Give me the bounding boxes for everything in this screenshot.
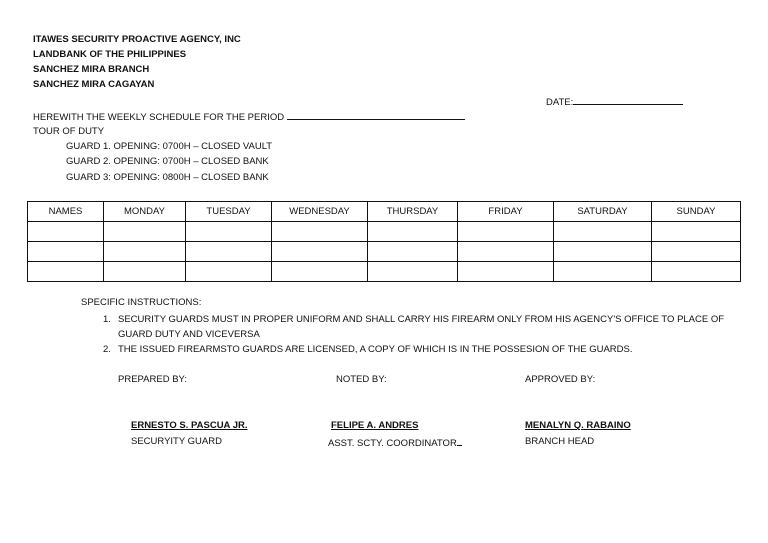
noted-by-name: FELIPE A. ANDRES: [331, 420, 419, 431]
guard-2-schedule: GUARD 2. OPENING: 0700H – CLOSED BANK: [66, 156, 269, 167]
table-cell: [28, 222, 104, 242]
col-header-tuesday: TUESDAY: [186, 202, 272, 222]
prepared-by-label: PREPARED BY:: [118, 374, 187, 385]
period-field: [33, 110, 465, 123]
table-cell: [554, 242, 652, 262]
col-header-saturday: SATURDAY: [554, 202, 652, 222]
noted-by-underline: [457, 436, 462, 446]
approved-by-title: BRANCH HEAD: [525, 436, 595, 447]
table-cell: [458, 222, 554, 242]
agency-name: ITAWES SECURITY PROACTIVE AGENCY, INC: [33, 34, 241, 45]
table-row: [28, 222, 741, 242]
table-cell: [368, 222, 458, 242]
period-blank-line: [287, 110, 465, 120]
col-header-sunday: SUNDAY: [652, 202, 741, 222]
table-cell: [272, 222, 368, 242]
table-cell: [554, 262, 652, 282]
table-cell: [186, 262, 272, 282]
branch-address: SANCHEZ MIRA CAGAYAN: [33, 79, 155, 90]
table-cell: [652, 222, 741, 242]
date-label: DATE:: [546, 97, 574, 108]
table-cell: [652, 242, 741, 262]
period-label: HEREWITH THE WEEKLY SCHEDULE FOR THE PERIOD: [33, 112, 285, 123]
table-cell: [28, 262, 104, 282]
table-cell: [458, 262, 554, 282]
table-cell: [652, 262, 741, 282]
bank-name: LANDBANK OF THE PHILIPPINES: [33, 49, 187, 60]
table-cell: [104, 262, 186, 282]
prepared-by-name: ERNESTO S. PASCUA JR.: [131, 420, 248, 431]
table-cell: [368, 262, 458, 282]
table-cell: [272, 242, 368, 262]
col-header-wednesday: WEDNESDAY: [272, 202, 368, 222]
noted-by-title: ASST. SCTY. COORDINATOR: [328, 438, 457, 449]
weekly-schedule-table: [27, 201, 741, 282]
table-row: [28, 242, 741, 262]
table-cell: [554, 222, 652, 242]
noted-by-label: NOTED BY:: [336, 374, 387, 385]
instruction-2-number: 2.: [103, 344, 111, 355]
col-header-friday: FRIDAY: [458, 202, 554, 222]
date-field: [546, 95, 683, 108]
table-cell: [186, 222, 272, 242]
col-header-thursday: THURSDAY: [368, 202, 458, 222]
guard-3-schedule: GUARD 3: OPENING: 0800H – CLOSED BANK: [66, 172, 269, 183]
guard-1-schedule: GUARD 1. OPENING: 0700H – CLOSED VAULT: [66, 141, 273, 152]
table-cell: [104, 242, 186, 262]
instructions-title: SPECIFIC INSTRUCTIONS:: [81, 297, 202, 308]
noted-by-title-wrap: [328, 436, 462, 449]
table-row: [28, 262, 741, 282]
table-cell: [458, 242, 554, 262]
col-header-names: NAMES: [28, 202, 104, 222]
table-cell: [28, 242, 104, 262]
instruction-1-text-cont: GUARD DUTY AND VICEVERSA: [118, 329, 260, 340]
table-cell: [368, 242, 458, 262]
instruction-2-text: THE ISSUED FIREARMSTO GUARDS ARE LICENSED, A COPY OF WHICH IS IN THE POSSESION OF THE GUARDS.: [118, 344, 633, 355]
table-header-row: [28, 202, 741, 222]
instruction-1-text: SECURITY GUARDS MUST IN PROPER UNIFORM AND SHALL CARRY HIS FIREARM ONLY FROM HIS AGENCY'S OFFICE TO PLACE OF: [118, 314, 725, 325]
table-cell: [104, 222, 186, 242]
branch-name: SANCHEZ MIRA BRANCH: [33, 64, 150, 75]
instruction-1-number: 1.: [103, 314, 111, 325]
approved-by-name: MENALYN Q. RABAINO: [525, 420, 631, 431]
tour-of-duty-label: TOUR OF DUTY: [33, 126, 105, 137]
prepared-by-title: SECURYITY GUARD: [131, 436, 222, 447]
col-header-monday: MONDAY: [104, 202, 186, 222]
table-cell: [186, 242, 272, 262]
approved-by-label: APPROVED BY:: [525, 374, 596, 385]
date-blank-line: [573, 95, 683, 105]
table-cell: [272, 262, 368, 282]
